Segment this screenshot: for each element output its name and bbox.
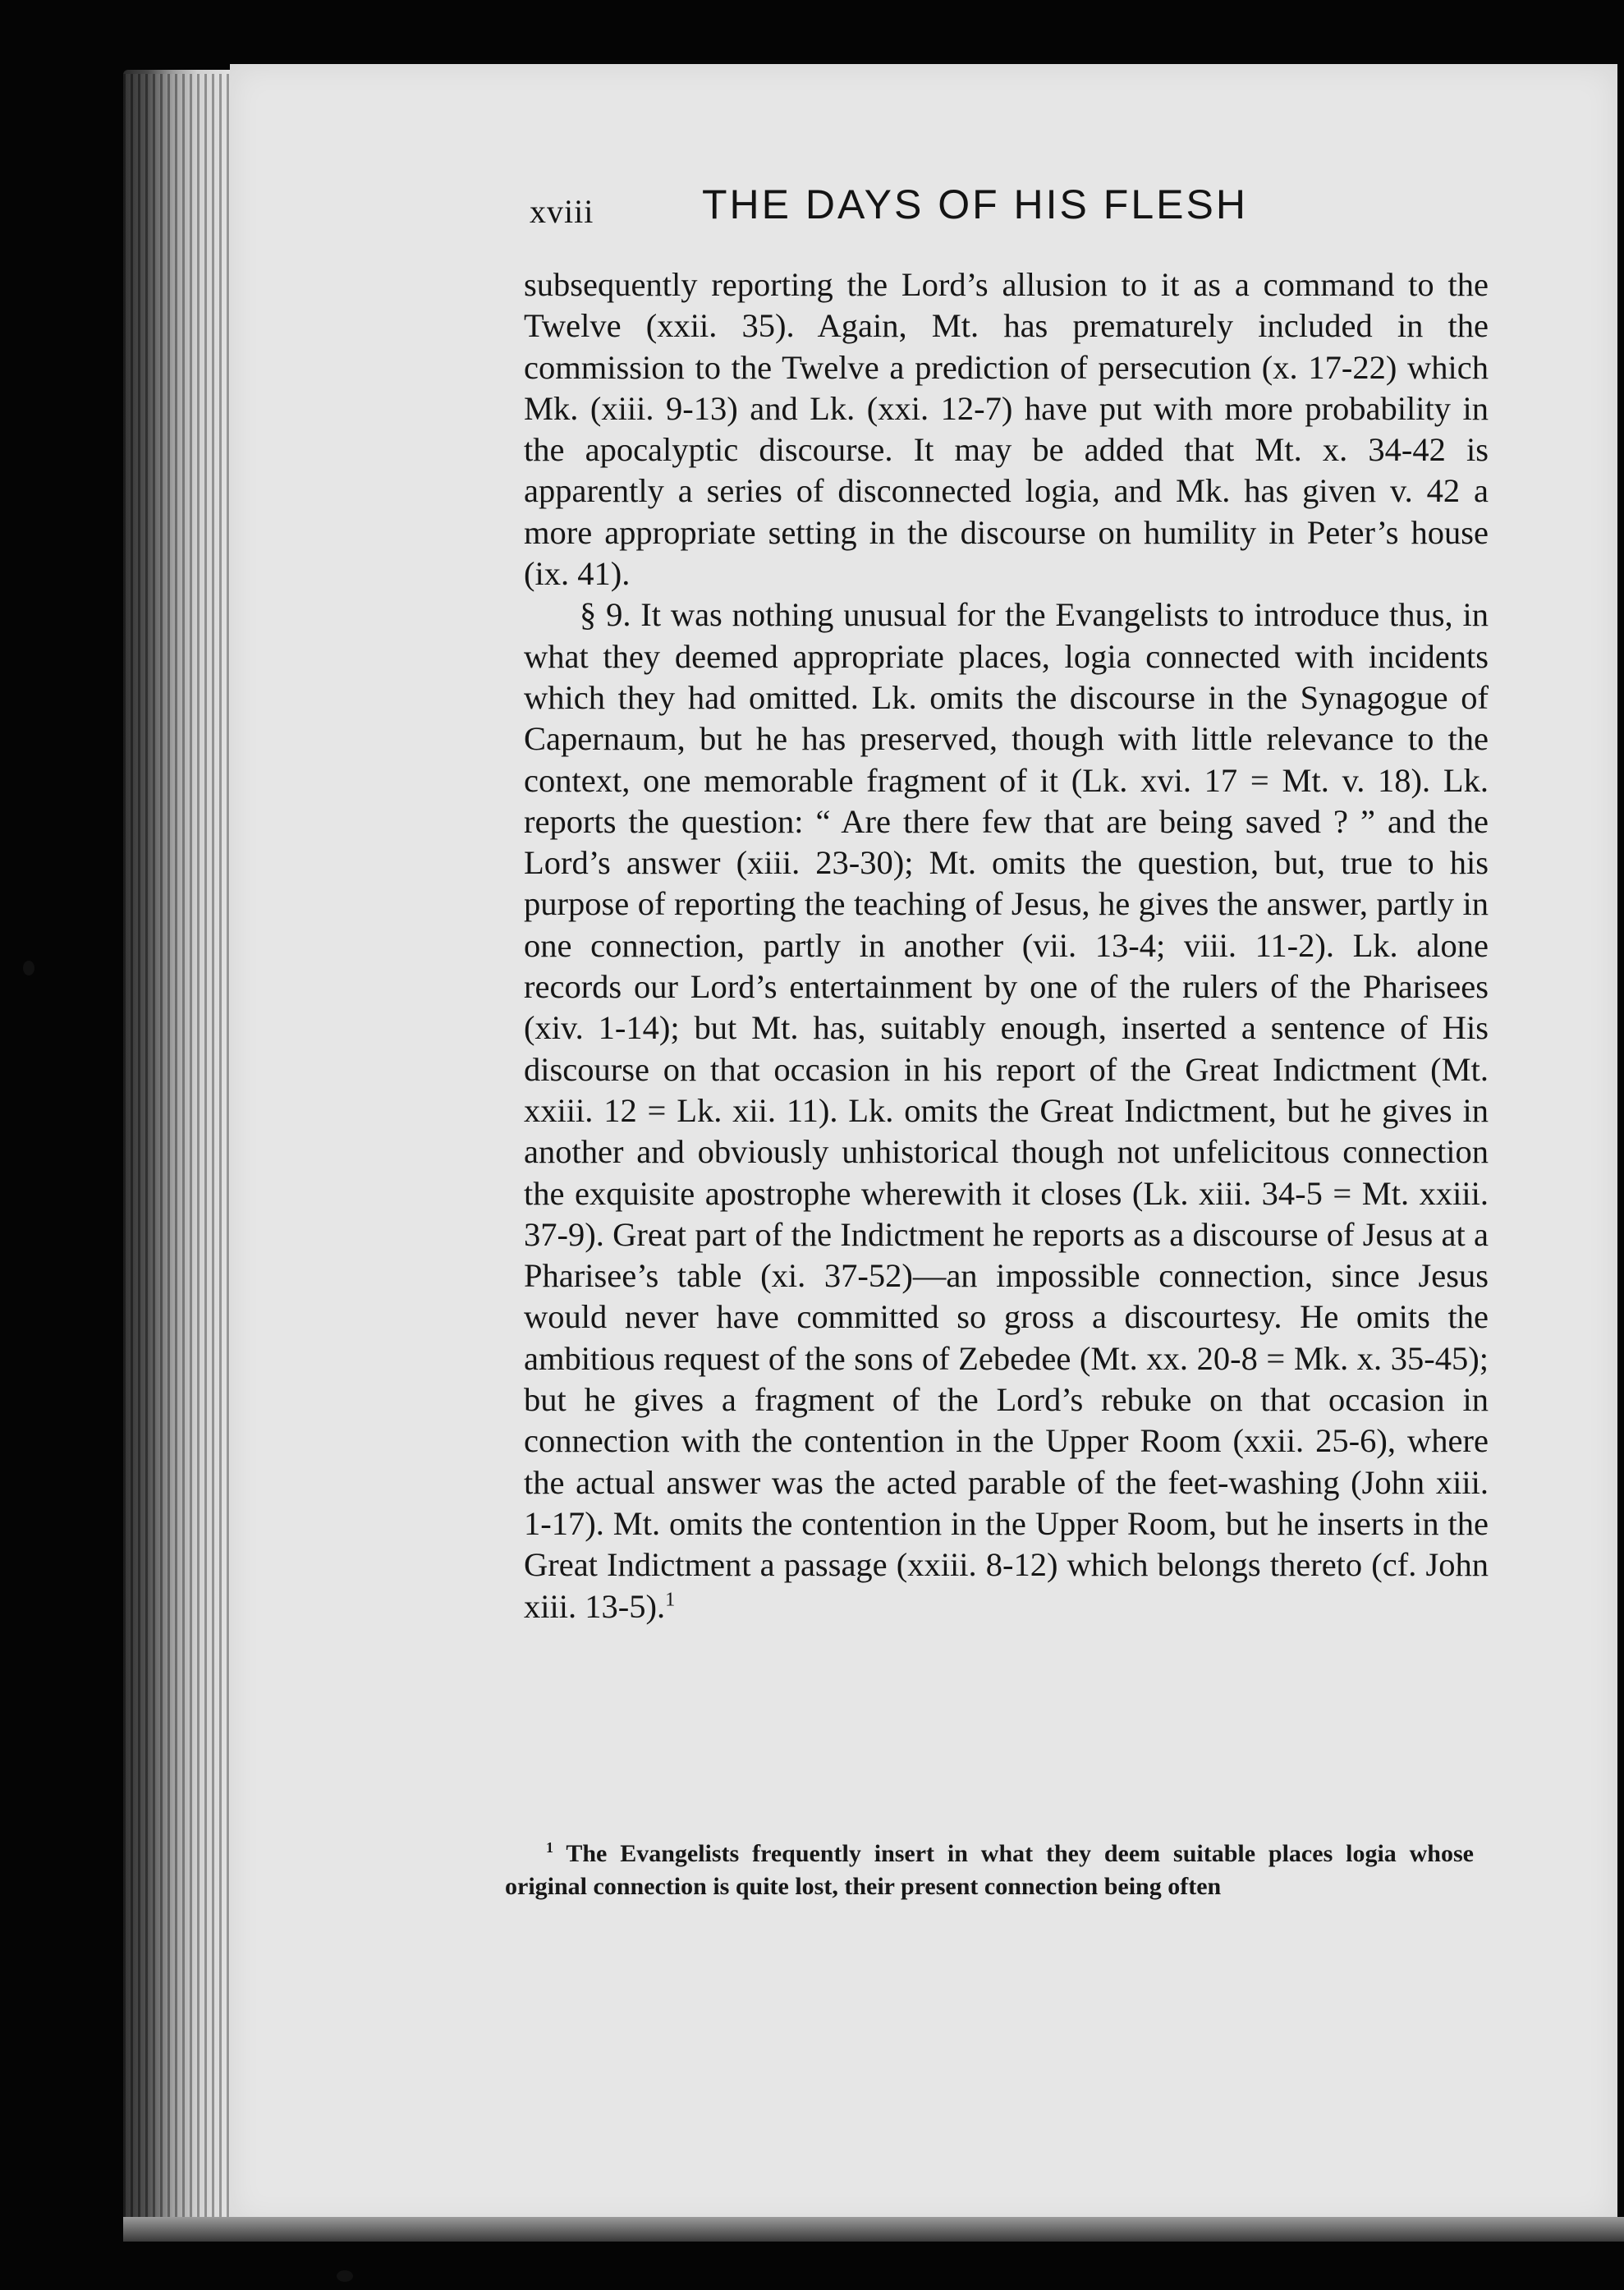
paragraph-continued: subsequently reporting the Lord’s allusion to it as a command to the Twelve (xxii. 35). Again, Mt. has prematurely included in the commission to the Twelve a prediction of persecution (x. 17-22) which Mk. (xiii. 9-13) and Lk. (xxi. 12-7) have put with more probability in the apocalyptic discourse. It may be added that Mt. x. 34-42 is apparently a series of disconnected logia, and Mk. has given v. 42 a more appropriate setting in the discourse on humility in Peter’s house (ix. 41). bbox=[524, 266, 1489, 593]
page-number: xviii bbox=[530, 193, 594, 230]
footnote-reference: 1 bbox=[665, 1588, 676, 1610]
running-header bbox=[530, 181, 1351, 238]
paragraph-section-9 bbox=[524, 594, 1489, 1627]
book-bottom-edge bbox=[123, 2217, 1624, 2242]
book-page-edges bbox=[123, 74, 246, 2217]
footnote bbox=[505, 1838, 1474, 1903]
footnote-line bbox=[505, 1838, 1474, 1903]
scan-speck bbox=[23, 961, 34, 975]
running-title: THE DAYS OF HIS FLESH bbox=[702, 181, 1248, 227]
paragraph-section-9-text: § 9. It was nothing unusual for the Evangelists to introduce thus, in what they deemed appropriate places, logia connected with incidents which they had omitted. Lk. omits the discourse in the Synagogue of Capernaum, but he has preserved, though with little relevance to the context, one memorable fragment of it (Lk. xvi. 17 = Mt. v. 18). Lk. reports the question: “ Are there few that are being saved ? ” and the Lord’s answer (xiii. 23-30); Mt. omits the question, but, true to his purpose of reporting the teaching of Jesus, he gives the answer, partly in one connection, partly in another (vii. 13-4; viii. 11-2). Lk. alone records our Lord’s entertainment by one of the rulers of the Pharisees (xiv. 1-14); but Mt. has, suitably enough, inserted a sentence of His discourse on that occasion in his report of the Great Indictment (Mt. xxiii. 12 = Lk. xii. 11). Lk. omits the Great Indictment, but he gives in another and obviously unhistorical though not unfelicitous connection the exquisite apostrophe wherewith it closes (Lk. xiii. 34-5 = Mt. xxiii. 37-9). Great part of the Indictment he reports as a discourse of Jesus at a Pharisee’s table (xi. 37-52)—an impossible connection, since Jesus would never have committed so gross a discourtesy. He omits the ambitious request of the sons of Zebedee (Mt. xx. 20-8 = Mk. x. 35-45); but he gives a fragment of the Lord’s rebuke on that occasion in connection with the contention in the Upper Room (xxii. 25-6), where the actual answer was the acted parable of the feet-washing (John xiii. 1-17). Mt. omits the contention in the Upper Room, but he inserts in the Great Indictment a passage (xxiii. 8-12) which belongs thereto (cf. John xiii. 13-5). bbox=[524, 596, 1489, 1625]
body-text bbox=[524, 264, 1489, 1627]
footnote-marker: 1 bbox=[546, 1839, 553, 1856]
footnote-text: The Evangelists frequently insert in what they deem suitable places logia whose original connection is quite lost, their present connection being often bbox=[505, 1840, 1474, 1900]
scan-speck bbox=[337, 2270, 353, 2282]
